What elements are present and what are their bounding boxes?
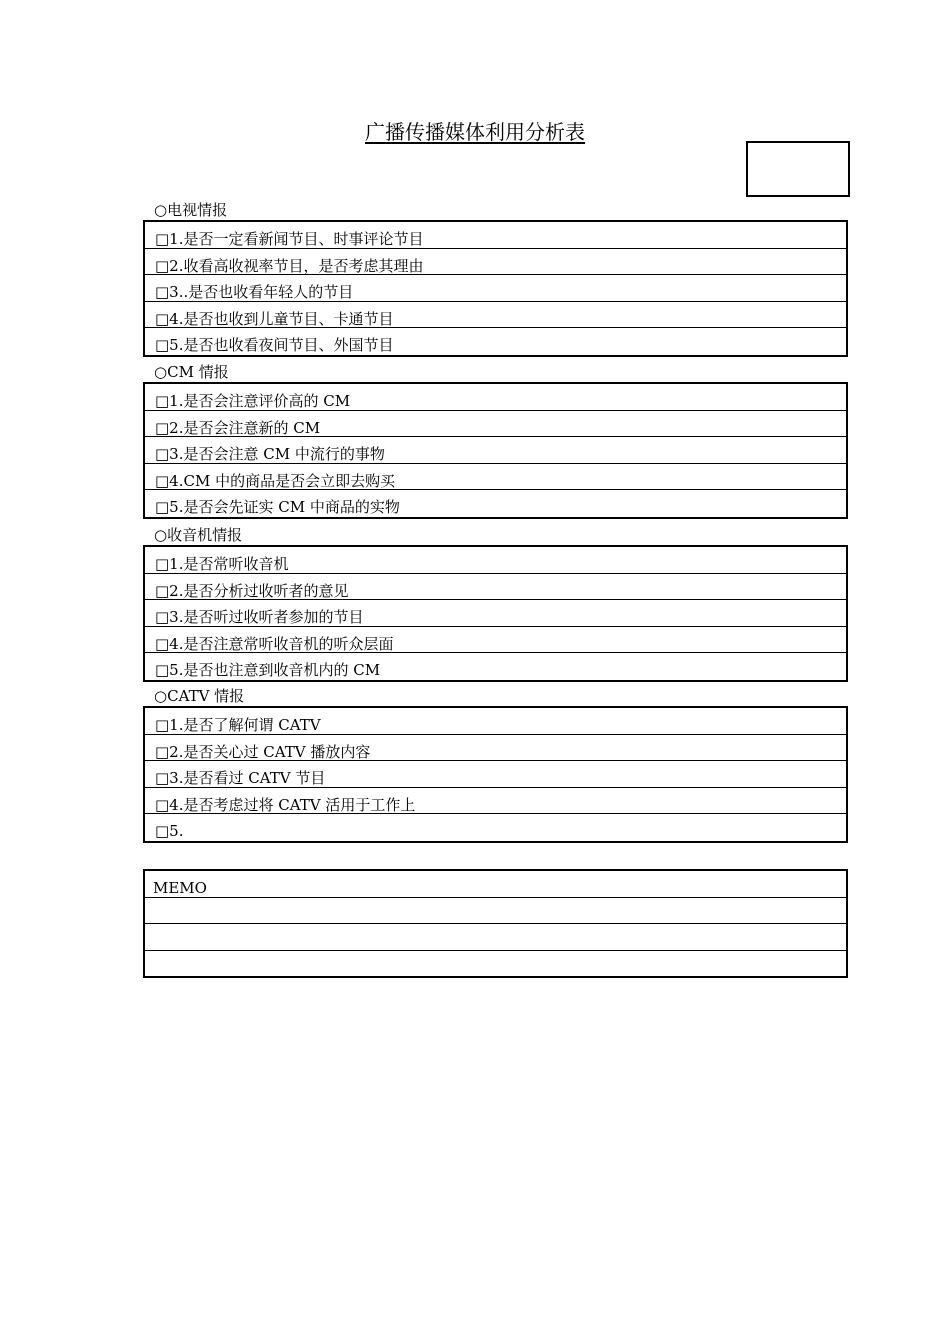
checklist-item[interactable]: □4.CM 中的商品是否会立即去购买 (145, 464, 846, 491)
section-tv (143, 201, 848, 357)
section-catv (143, 687, 848, 843)
section-heading: ○收音机情报 (154, 526, 243, 544)
memo-line[interactable] (145, 951, 846, 978)
checklist-item[interactable]: □1.是否常听收音机 (145, 547, 846, 574)
checklist-item[interactable]: □4.是否考虑过将 CATV 活用于工作上 (145, 788, 846, 815)
checklist-table (143, 220, 848, 357)
checklist-item[interactable]: □2.是否会注意新的 CM (145, 411, 846, 438)
stamp-box (746, 141, 850, 197)
checklist-item[interactable]: □5.是否也收看夜间节目、外国节目 (155, 336, 394, 355)
checklist-item[interactable]: □1.是否一定看新闻节目、时事评论节目 (145, 222, 846, 249)
section-cm (143, 363, 848, 519)
section-heading: ○电视情报 (154, 201, 228, 219)
checklist-item[interactable]: □3.是否会注意 CM 中流行的事物 (145, 437, 846, 464)
checklist-item[interactable]: □2.是否分析过收听者的意见 (145, 574, 846, 601)
checklist-table (143, 706, 848, 843)
checklist-item[interactable]: □2.是否关心过 CATV 播放内容 (145, 735, 846, 762)
checklist-item[interactable]: □4.是否注意常听收音机的听众层面 (145, 627, 846, 654)
checklist-item[interactable]: □4.是否也收到儿童节目、卡通节目 (145, 302, 846, 329)
section-radio (143, 526, 848, 682)
memo-label: MEMO (145, 871, 846, 898)
checklist-item[interactable]: □1.是否会注意评价高的 CM (145, 384, 846, 411)
checklist-item[interactable]: □1.是否了解何谓 CATV (145, 708, 846, 735)
memo-box (143, 869, 848, 978)
section-heading: ○CATV 情报 (154, 687, 245, 705)
page-title: 广播传播媒体利用分析表 (365, 120, 585, 144)
checklist-item[interactable]: □5. (155, 822, 184, 841)
checklist-item[interactable]: □5.是否也注意到收音机内的 CM (155, 661, 381, 680)
checklist-item[interactable]: □3.是否看过 CATV 节目 (145, 761, 846, 788)
checklist-item[interactable]: □3..是否也收看年轻人的节目 (145, 275, 846, 302)
section-heading: ○CM 情报 (154, 363, 229, 381)
checklist-table (143, 545, 848, 682)
checklist-item[interactable]: □5.是否会先证实 CM 中商品的实物 (155, 498, 400, 517)
checklist-table (143, 382, 848, 519)
checklist-item[interactable]: □3.是否听过收听者参加的节目 (145, 600, 846, 627)
memo-line[interactable] (145, 898, 846, 925)
memo-line[interactable] (145, 924, 846, 951)
checklist-item[interactable]: □2.收看高收视率节目，是否考虑其理由 (145, 249, 846, 276)
